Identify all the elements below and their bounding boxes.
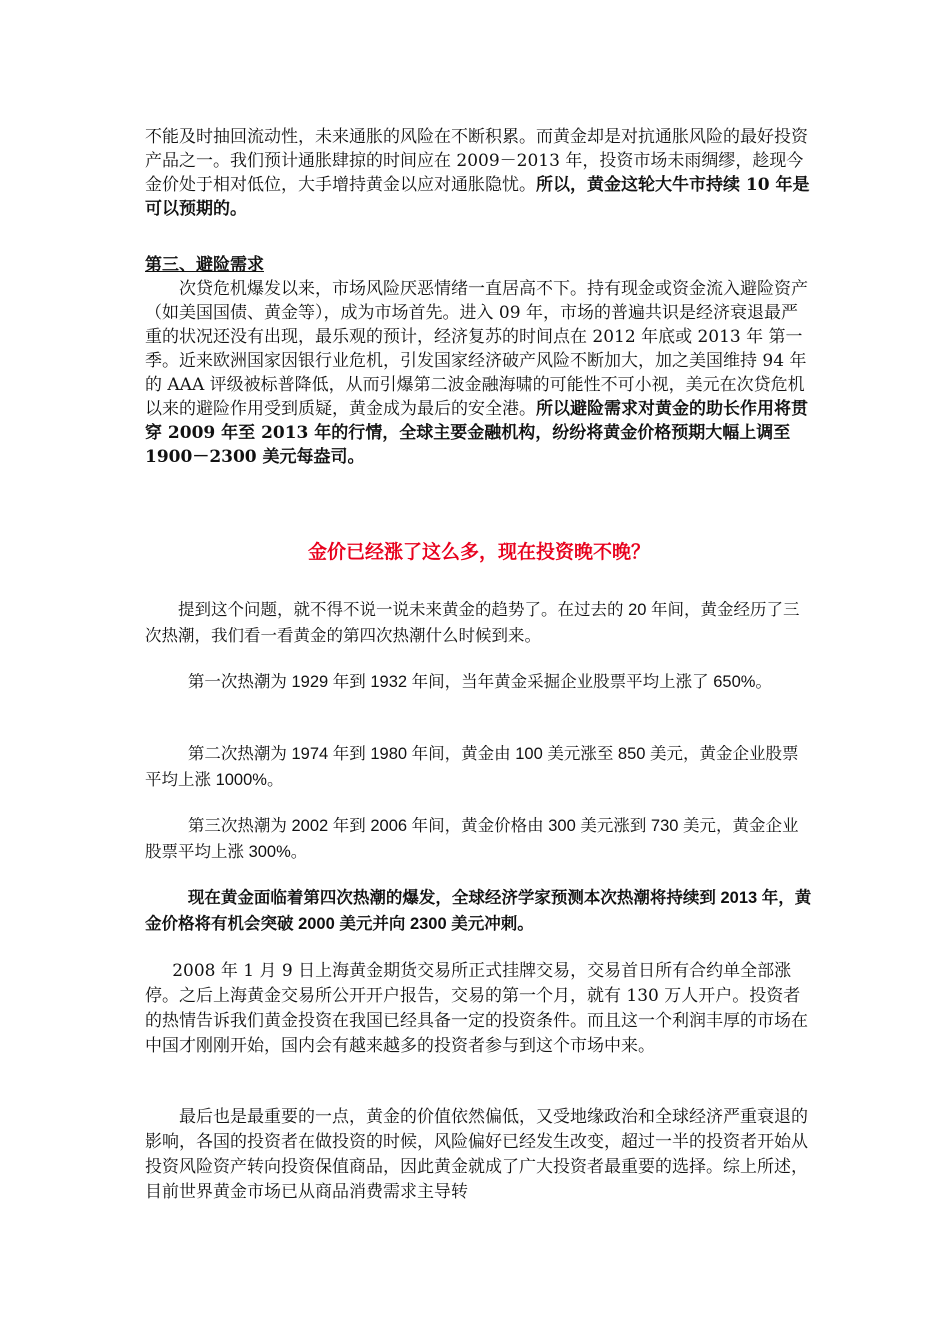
paragraph-text: 不能及时抽回流动性，未来通胀的风险在不断积累。而黄金却是对抗通胀风险的最好投资产品之一。我们预计通胀肆掠的时间应在 2009－2013 年，投资市场未雨绸缪，趁现今金价处于相对低位，大手增持黄金以应对通胀隐忧。 [145, 127, 808, 195]
paragraph-safe-haven [145, 277, 813, 469]
paragraph-inflation [145, 125, 813, 221]
section-heading-safe-haven: 第三、避险需求 [145, 255, 264, 275]
paragraph-wave-4: 现在黄金面临着第四次热潮的爆发，全球经济学家预测本次热潮将持续到 2013 年，黄金价格将有机会突破 2000 美元并向 2300 美元冲刺。 [145, 889, 812, 933]
paragraph-bold-conclusion: 所以，黄金这轮大牛市持续 10 年是可以预期的。 [145, 175, 810, 219]
paragraph-wave-3: 第三次热潮为 2002 年到 2006 年间，黄金价格由 300 美元涨到 730 美元，黄金企业股票平均上涨 300%。 [145, 817, 799, 861]
paragraph-intro: 提到这个问题，就不得不说一说未来黄金的趋势了。在过去的 20 年间，黄金经历了三次热潮，我们看一看黄金的第四次热潮什么时候到来。 [145, 601, 800, 645]
paragraph-wave-2: 第二次热潮为 1974 年到 1980 年间，黄金由 100 美元涨至 850 美元，黄金企业股票平均上涨 1000%。 [145, 745, 799, 789]
paragraph-text: 次贷危机爆发以来，市场风险厌恶情绪一直居高不下。持有现金或资金流入避险资产（如美国国债、黄金等），成为市场首先。进入 09 年，市场的普遍共识是经济衰退最严重的状况还没有出现，最乐观的预计，经济复苏的时间点在 2012 年底或 2013 年 第一季。近来欧洲国家因银行业危机，引发国家经济破产风险不断加大，加之美国维持 94 年的 AAA 评级被标普降低，从而引爆第二波金融海啸的可能性不可小视，美元在次贷危机以来的避险作用受到质疑，黄金成为最后的安全港。 [145, 279, 808, 419]
paragraph-wave-1: 第一次热潮为 1929 年到 1932 年间，当年黄金采掘企业股票平均上涨了 650%。 [187, 673, 772, 691]
paragraph-final-point: 最后也是最重要的一点，黄金的价值依然偏低，又受地缘政治和全球经济严重衰退的影响，各国的投资者在做投资的时候，风险偏好已经发生改变，超过一半的投资者开始从投资风险资产转向投资保值商品，因此黄金就成了广大投资者最重要的选择。综上所述，目前世界黄金市场已从商品消费需求主导转 [145, 1107, 808, 1202]
section-title-red: 金价已经涨了这么多，现在投资晚不晚？ [307, 541, 650, 563]
paragraph-bold-conclusion: 所以避险需求对黄金的助长作用将贯穿 2009 年至 2013 年的行情，全球主要金融机构，纷纷将黄金价格预期大幅上调至 1900－2300 美元每盎司。 [145, 399, 808, 467]
paragraph-shanghai-2008: 2008 年 1 月 9 日上海黄金期货交易所正式挂牌交易，交易首日所有合约单全部涨停。之后上海黄金交易所公开开户报告，交易的第一个月，就有 130 万人开户。投资者的热情告诉我们黄金投资在我国已经具备一定的投资条件。而且这一个利润丰厚的市场在中国才刚刚开始，国内会有越来越多的投资者参与到这个市场中来。 [145, 961, 808, 1056]
